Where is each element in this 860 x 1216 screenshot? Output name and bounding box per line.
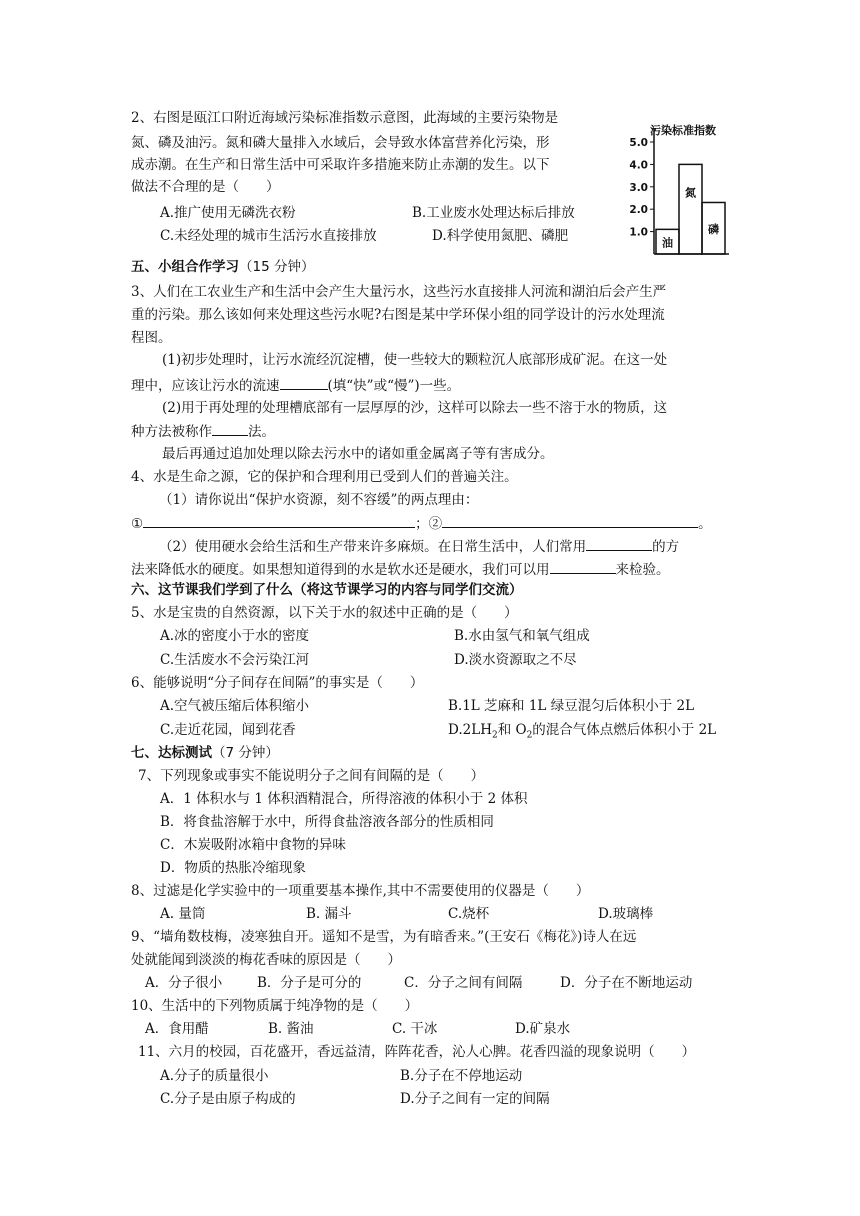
- q5-stem: 5、水是宝贵的自然资源，以下关于水的叙述中正确的是（ ）: [131, 605, 518, 621]
- q8-stem: 8、过滤是化学实验中的一项重要基本操作,其中不需要使用的仪器是（ ）: [131, 883, 590, 899]
- section-7-title: 七、达标测试: [131, 745, 212, 761]
- q11-option-a: A.分子的质量很小: [160, 1068, 269, 1084]
- chart-y-tick-label: 4.0: [629, 159, 648, 172]
- q10-option-c: C. 干冰: [392, 1021, 438, 1037]
- q6-option-d: [448, 720, 716, 746]
- q10-option-a: A．食用醋: [145, 1021, 209, 1037]
- chart-bar-label: 磷: [708, 223, 719, 237]
- chart-y-tick-label: 3.0: [629, 181, 648, 194]
- q9-option-a: A．分子很小: [145, 975, 223, 991]
- q4-end: 。: [698, 516, 712, 532]
- chart-y-tick-label: 2.0: [629, 204, 648, 217]
- q4-sub2-text-c: 法来降低水的硬度。如果想知道得到的水是软水还是硬水，我们可以用: [131, 562, 550, 578]
- q3-part3-line: 最后再通过追加处理以除去污水中的诸如重金属离子等有害成分。: [162, 446, 554, 462]
- q6-option-d-text-a: D.2LH: [448, 722, 492, 738]
- q3-line-1: 3、人们在工农业生产和生活中会产生大量污水，这些污水直接排人河流和湖泊后会产生严: [131, 284, 667, 300]
- q9-option-d: D．分子在不断地运动: [560, 975, 693, 991]
- chart-bar-氮: [679, 164, 702, 254]
- section-5-title: 五、小组合作学习: [131, 259, 239, 275]
- q2-option-b: B.工业废水处理达标后排放: [412, 205, 575, 221]
- q6-option-d-text-c: 的混合气体点燃后体积小于 2L: [532, 722, 717, 738]
- section-7-heading: [131, 743, 279, 763]
- q4-sub2-line-1: [159, 536, 679, 557]
- q11-stem: 11、六月的校园，百花盛开，香远益清，阵阵花香，沁人心脾。花香四溢的现象说明（ ）: [138, 1044, 696, 1060]
- q3-line-3: 程图。: [131, 330, 172, 346]
- q7-option-c: C．木炭吸附冰箱中食物的异味: [160, 837, 346, 853]
- answer-blank-test-reagent[interactable]: [550, 559, 616, 574]
- section-5-heading: [131, 257, 314, 277]
- chart-title: 污染标准指数: [650, 124, 716, 137]
- q5-option-a: A.冰的密度小于水的密度: [160, 628, 310, 644]
- q6-option-a: A.空气被压缩后体积缩小: [160, 698, 310, 714]
- q4-separator: ；②: [415, 516, 443, 532]
- q3-part2-line-1: (2)用于再处理的处理槽底部有一层厚厚的沙，这样可以除去一些不溶于水的物质，这: [162, 400, 668, 416]
- q11-option-b: B.分子在不停地运动: [400, 1068, 523, 1084]
- q6-stem: 6、能够说明“分子间存在间隔”的事实是（ ）: [131, 675, 424, 691]
- q6-option-d-sub-1: 2: [491, 730, 498, 741]
- q2-option-c: C.未经处理的城市生活污水直接排放: [160, 228, 377, 244]
- section-5-time: （15 分钟）: [239, 259, 315, 275]
- q4-circle-1: ①: [131, 516, 144, 532]
- chart-y-tick-label: 1.0: [629, 226, 648, 239]
- chart-bar-label: 氮: [685, 186, 696, 200]
- q5-option-c: C.生活废水不会污染江河: [160, 652, 310, 668]
- q4-sub2-text-b: 的方: [652, 539, 680, 555]
- q4-sub2-text-d: 来检验。: [615, 562, 670, 578]
- q7-option-d: D．物质的热胀冷缩现象: [160, 860, 306, 876]
- q8-option-a: A. 量筒: [160, 906, 206, 922]
- q10-option-d: D.矿泉水: [515, 1021, 571, 1037]
- q3-part1-line-2: [131, 375, 460, 396]
- q9-option-c: C．分子之间有间隔: [404, 975, 523, 991]
- q3-part1-text-b: (填“快”或“慢”)一些。: [327, 378, 461, 394]
- q2-line-1: 2、右图是瓯江口附近海域污染标准指数示意图，此海域的主要污染物是: [131, 110, 559, 126]
- q3-line-2: 重的污染。那么该如何来处理这些污水呢?右图是某中学环保小组的同学设计的污水处理流: [131, 307, 665, 323]
- section-7-time: （7 分钟）: [212, 745, 279, 761]
- q2-line-4: 做法不合理的是（ ）: [131, 179, 280, 195]
- q7-option-a: A．1 体积水与 1 体积酒精混合，所得溶液的体积小于 2 体积: [160, 791, 528, 807]
- q2-option-d: D.科学使用氮肥、磷肥: [432, 228, 569, 244]
- q4-sub2-line-2: [131, 559, 670, 580]
- q5-option-d: D.淡水资源取之不尽: [454, 652, 577, 668]
- q8-option-b: B. 漏斗: [306, 906, 352, 922]
- q9-line-2: 处就能闻到淡淡的梅花香味的原因是（ ）: [131, 952, 401, 968]
- q4-reasons-line: [131, 513, 712, 534]
- q3-part2-text-a: 种方法被称作: [131, 424, 212, 440]
- q3-part1-line-1: (1)初步处理时，让污水流经沉淀槽，使一些较大的颗粒沉人底部形成矿泥。在这一处: [162, 352, 668, 368]
- q3-part2-line-2: [131, 421, 275, 442]
- q4-sub2-text-a: （2）使用硬水会给生活和生产带来许多麻烦。在日常生活中，人们常用: [159, 539, 587, 555]
- q10-option-b: B. 酱油: [268, 1021, 314, 1037]
- q9-line-1: 9、“墙角数枝梅，凌寒独自开。遥知不是雪，为有暗香来。”(王安石《梅花》)诗人在远: [131, 929, 637, 945]
- q11-option-c: C.分子是由原子构成的: [160, 1091, 296, 1107]
- q2-line-3: 成赤潮。在生产和日常生活中可采取许多措施来防止赤潮的发生。以下: [131, 157, 550, 173]
- section-6-heading: [131, 580, 523, 600]
- q8-option-c: C.烧杯: [448, 906, 490, 922]
- q9-option-b: B．分子是可分的: [257, 975, 362, 991]
- q4-sub1: （1）请你说出“保护水资源，刻不容缓”的两点理由：: [159, 492, 479, 508]
- q4-line-1: 4、水是生命之源，它的保护和合理利用已受到人们的普遍关注。: [131, 469, 518, 485]
- q2-option-a: A.推广使用无磷洗衣粉: [160, 205, 296, 221]
- q8-option-d: D.玻璃棒: [598, 906, 654, 922]
- answer-blank-method[interactable]: [212, 421, 248, 436]
- q11-option-d: D.分子之间有一定的间隔: [400, 1091, 550, 1107]
- pollution-index-chart: [616, 112, 736, 262]
- q7-option-b: B．将食盐溶解于水中，所得食盐溶液各部分的性质相同: [160, 814, 494, 830]
- q5-option-b: B.水由氢气和氧气组成: [454, 628, 590, 644]
- q2-line-2: 氮、磷及油污。氮和磷大量排入水域后，会导致水体富营养化污染，形: [131, 135, 550, 151]
- section-6-title: 六、这节课我们学到了什么: [131, 582, 293, 598]
- q7-stem: 7、下列现象或事实不能说明分子之间有间隔的是（ ）: [138, 768, 485, 784]
- q6-option-d-text-b: 和 O: [497, 722, 527, 738]
- answer-blank-flow-speed[interactable]: [280, 375, 328, 390]
- q6-option-d-sub-2: 2: [526, 730, 533, 741]
- q10-stem: 10、生活中的下列物质属于纯净物的是（ ）: [131, 998, 419, 1014]
- answer-blank-reason-1[interactable]: [143, 513, 415, 528]
- q6-option-c: C.走近花园，闻到花香: [160, 722, 296, 738]
- chart-bar-label: 油: [662, 236, 673, 250]
- section-6-note: （将这节课学习的内容与同学们交流）: [293, 582, 523, 598]
- answer-blank-reason-2[interactable]: [442, 513, 698, 528]
- q3-part2-text-b: 法。: [248, 424, 275, 440]
- q6-option-b: B.1L 芝麻和 1L 绿豆混匀后体积小于 2L: [448, 698, 695, 714]
- q3-part1-text-a: 理中，应该让污水的流速: [131, 378, 280, 394]
- chart-y-tick-label: 5.0: [629, 137, 648, 149]
- answer-blank-softening-method[interactable]: [586, 536, 652, 551]
